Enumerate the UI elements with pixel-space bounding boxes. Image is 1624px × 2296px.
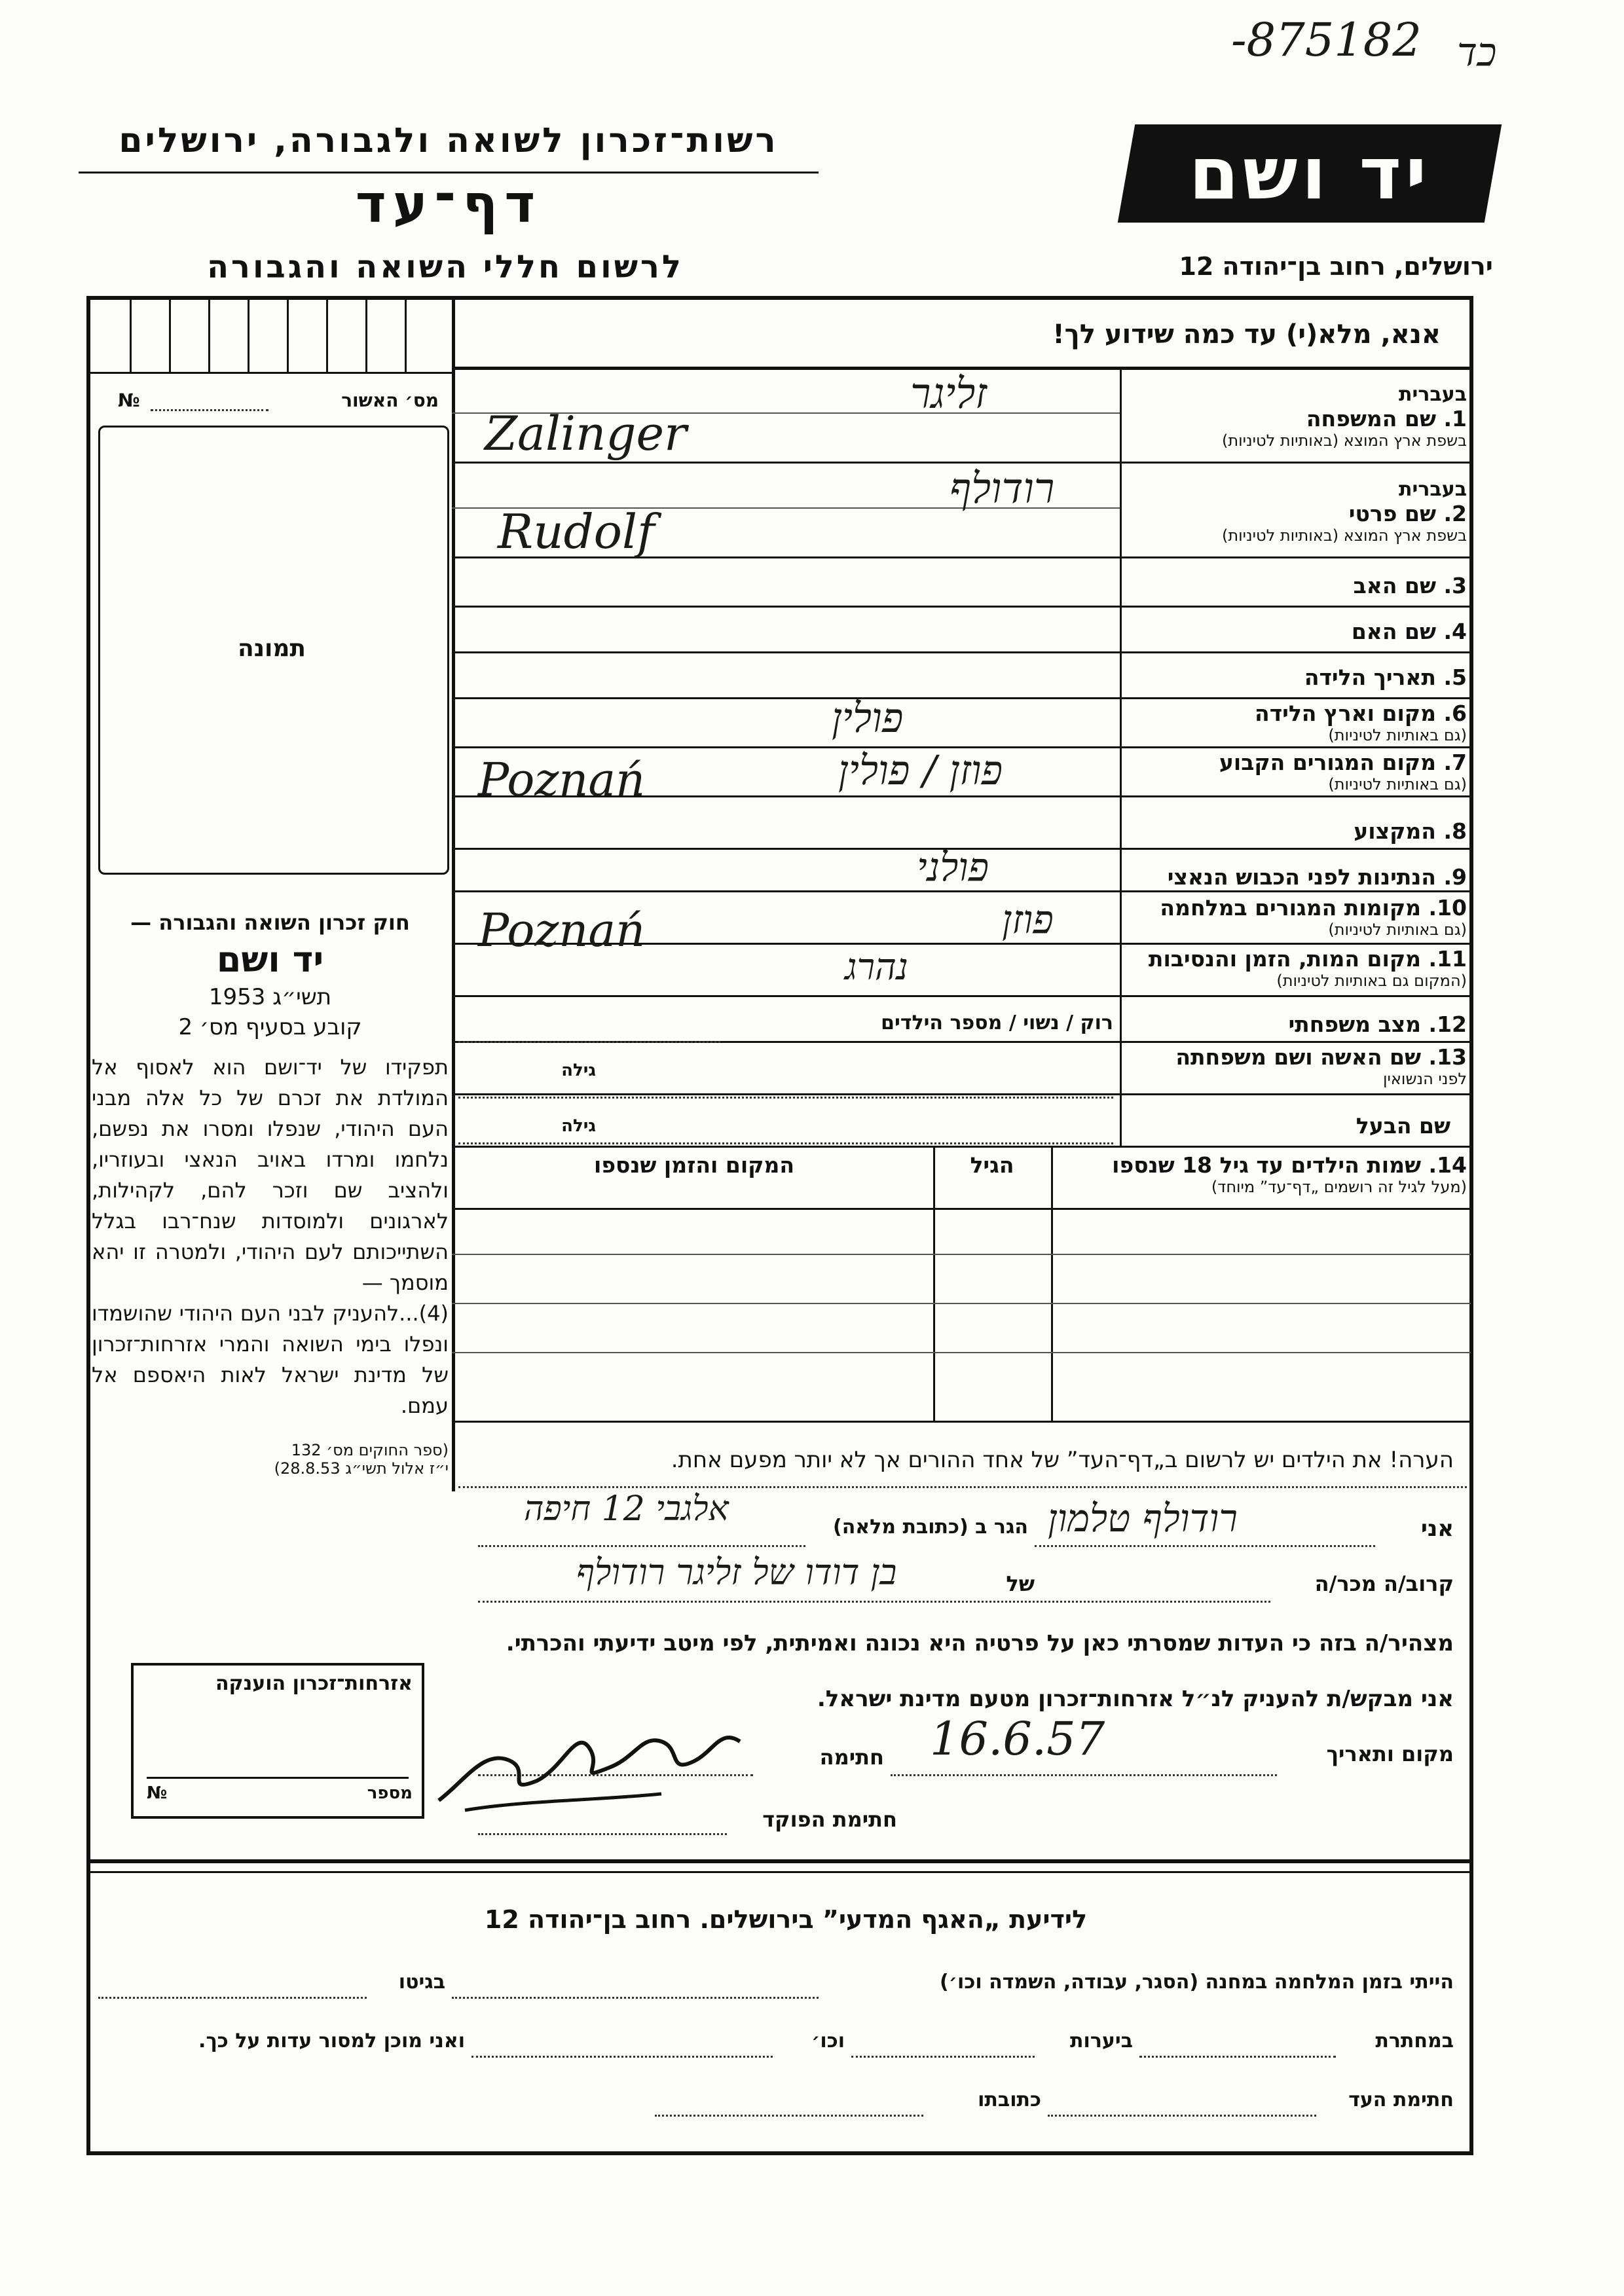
field-1-tag: בעברית — [1399, 383, 1467, 406]
yad-vashem-logo — [1118, 124, 1502, 223]
death-place-value[interactable]: נהרג — [845, 946, 909, 989]
nationality-value[interactable]: פולני — [917, 845, 989, 890]
field-10 — [1123, 895, 1467, 939]
decl-statement: מצהיר/ה בזה כי העדות שמסרתי כאן על פרטיה היא נכונה ואמיתית, לפי מיטב ידיעתי והכרתי. — [506, 1630, 1454, 1656]
husband-label: שם הבעל — [1356, 1113, 1450, 1139]
citizenship-number: מספר — [367, 1783, 413, 1803]
info-line3-b: כתובתו — [978, 2088, 1041, 2111]
wife-maiden-label: גילה — [561, 1061, 596, 1080]
approval-boxes — [90, 300, 452, 374]
decl-shel: של — [1006, 1571, 1035, 1596]
law-box — [92, 910, 449, 1506]
approval-label: מס׳ האשור — [341, 390, 439, 411]
law-name: יד ושם — [216, 939, 324, 980]
field-13-label: 13. שם האשה ושם משפחתה — [1175, 1044, 1467, 1070]
law-heading: חוק זכרון השואה והגבורה — — [130, 910, 410, 935]
info-title: לידיעת „האגף המדעי” בירושלים. רחוב בן־יהודה 12 — [484, 1905, 1088, 1934]
field-2-label: 2. שם פרטי — [1348, 501, 1467, 526]
firstname-hebrew[interactable]: רודולף — [950, 465, 1055, 513]
marital-options: רוק / נשוי / מספר הילדים — [881, 1011, 1113, 1034]
field-2-tag: בעברית — [1399, 478, 1467, 501]
field-9-label: 9. הנתינות לפני הכבוש הנאצי — [1167, 864, 1467, 890]
citizenship-no: № — [147, 1783, 168, 1803]
field-11-label: 11. מקום המות, הזמן והנסיבות — [1148, 946, 1467, 972]
citizenship-title: אזרחות־זכרון הוענקה — [215, 1672, 413, 1695]
instruction: אנא, מלא(י) עד כמה שידוע לך! — [1052, 319, 1441, 350]
field-7-sub: (גם באותיות לטיניות) — [1328, 775, 1467, 793]
field-3-label: 3. שם האב — [1353, 573, 1467, 598]
signature-image — [426, 1702, 753, 1820]
field-8-label: 8. המקצוע — [1354, 818, 1467, 844]
children-sub: (מעל לגיל זה רושמים „דף־עד” מיוחד) — [1211, 1178, 1467, 1196]
law-body: תפקידו של יד־ושם הוא לאסוף אל המולדת את זכרם של כל אלה מבני העם היהודי, שנפלו ומסרו את נפשם, נלחמו ומרדו באויב הנאצי ובעוזריו, ולהציב שם וזכר להם, לקהילות, לארגונים ולמוסדות שנח־רבו בגלל השתייכותם לעם היהודי, ולמטרה זו יהא מוסמך — — [92, 1055, 449, 1295]
info-line3-a: חתימת העד — [1348, 2088, 1454, 2111]
decl-ani-value[interactable]: רודולף טלמון — [1048, 1496, 1238, 1540]
decl-resides: הגר ב (כתובת מלאה) — [832, 1516, 1028, 1539]
photo-label: תמונה — [237, 635, 306, 662]
field-7 — [1123, 750, 1467, 793]
field-11 — [1123, 946, 1467, 990]
citizenship-box — [131, 1663, 424, 1819]
field-1 — [1123, 383, 1467, 450]
form-title: דף־עד — [355, 173, 542, 234]
field-6-label: 6. מקום וארץ הלידה — [1255, 701, 1467, 726]
residence-latin[interactable]: Poznań — [478, 753, 646, 807]
field-2 — [1123, 478, 1467, 545]
decl-ani: אני — [1420, 1516, 1454, 1542]
firstname-latin[interactable]: Rudolf — [498, 504, 655, 559]
law-body-2: (4)...להעניק לבני העם היהודי שהושמדו ונפלו בימי השואה והמרי אזרחות־זכרון של מדינת ישראל לאות היאספם אל עמם. — [92, 1301, 449, 1418]
field-1-label: 1. שם המשפחה — [1306, 406, 1467, 431]
field-5-label: 5. תאריך הלידה — [1304, 665, 1467, 690]
decl-official-sig: חתימת הפוקד — [762, 1807, 897, 1832]
field-1-sub: בשפת ארץ המוצא (באותיות לטיניות) — [1222, 431, 1467, 450]
decl-relative-value[interactable]: בן דודו של זליגר רודולף — [576, 1552, 897, 1593]
info-line2-d: ואני מוכן למסור עדות על כך. — [198, 2030, 465, 2052]
residence-hebrew[interactable]: פוזן / פולין — [838, 746, 1003, 794]
field-13 — [1123, 1044, 1467, 1088]
field-4-label: 4. שם האם — [1351, 619, 1467, 644]
surname-hebrew[interactable]: זליגר — [910, 370, 987, 418]
law-clause: קובע בסעיף מס׳ 2 — [178, 1014, 362, 1040]
org-line: רשות־זכרון לשואה ולגבורה, ירושלים — [119, 121, 779, 160]
children-note: הערה! את הילדים יש לרשום ב„דף־העד” של אחד ההורים אך לא יותר מפעם אחת. — [671, 1447, 1454, 1473]
wartime-residence-latin[interactable]: Poznań — [478, 903, 646, 957]
children-col-place: המקום והזמן שנספו — [594, 1152, 794, 1178]
decl-resides-value[interactable]: אלגבי 12 חיפה — [524, 1489, 729, 1529]
decl-place-date: מקום ותאריך — [1326, 1741, 1454, 1766]
form-subtitle: לרשום חללי השואה והגבורה — [207, 249, 684, 285]
field-2-sub: בשפת ארץ המוצא (באותיות לטיניות) — [1222, 526, 1467, 545]
law-ref-1: (ספר החוקים מס׳ 132 — [291, 1441, 449, 1459]
decl-signature-label: חתימה — [819, 1745, 884, 1770]
logo-text: יד ושם — [1189, 132, 1431, 215]
field-6 — [1123, 701, 1467, 744]
decl-place-date-value[interactable]: 16.6.57 — [930, 1712, 1105, 1766]
birthplace-value[interactable]: פולין — [832, 694, 904, 742]
husband-maiden-label: גילה — [561, 1116, 596, 1136]
children-title: 14. שמות הילדים עד גיל 18 שנספו — [1112, 1152, 1467, 1178]
law-ref-2: י״ז אלול תשי״ג 28.8.53) — [274, 1459, 449, 1478]
decl-request: אני מבקש/ת להעניק לנ״ל אזרחות־זכרון מטעם מדינת ישראל. — [817, 1686, 1454, 1712]
field-10-label: 10. מקומות המגורים במלחמה — [1160, 895, 1467, 920]
info-line1-b: בגיטו — [398, 1971, 445, 1994]
field-10-sub: (גם באותיות לטיניות) — [1328, 920, 1467, 939]
info-line2-a: במחתרת — [1375, 2030, 1454, 2052]
children-col-age: הגיל — [970, 1152, 1014, 1178]
decl-relative: קרוב/ה מכר/ה — [1314, 1571, 1454, 1596]
law-year: תשי״ג 1953 — [208, 984, 332, 1010]
field-6-sub: (גם באותיות לטיניות) — [1328, 726, 1467, 744]
field-12-label: 12. מצב משפחתי — [1288, 1011, 1467, 1037]
wartime-residence-hebrew[interactable]: פוזן — [1002, 897, 1054, 943]
reference-number: -875182 — [1231, 13, 1422, 67]
reference-mark: כד — [1457, 29, 1497, 75]
address: ירושלים, רחוב בן־יהודה 12 — [1179, 252, 1493, 281]
surname-latin[interactable]: Zalinger — [485, 406, 687, 461]
approval-no-label: № — [118, 390, 140, 411]
info-line1-a: הייתי בזמן המלחמה במחנה (הסגר, עבודה, השמדה וכו׳) — [940, 1971, 1454, 1994]
field-11-sub: (המקום גם באותיות לטיניות) — [1276, 972, 1467, 990]
field-13-sub: לפני הנשואין — [1382, 1070, 1467, 1088]
field-7-label: 7. מקום המגורים הקבוע — [1219, 750, 1467, 775]
info-line2-c: וכו׳ — [811, 2030, 845, 2052]
info-line2-b: ביערות — [1070, 2030, 1133, 2052]
children-header — [1054, 1152, 1467, 1196]
